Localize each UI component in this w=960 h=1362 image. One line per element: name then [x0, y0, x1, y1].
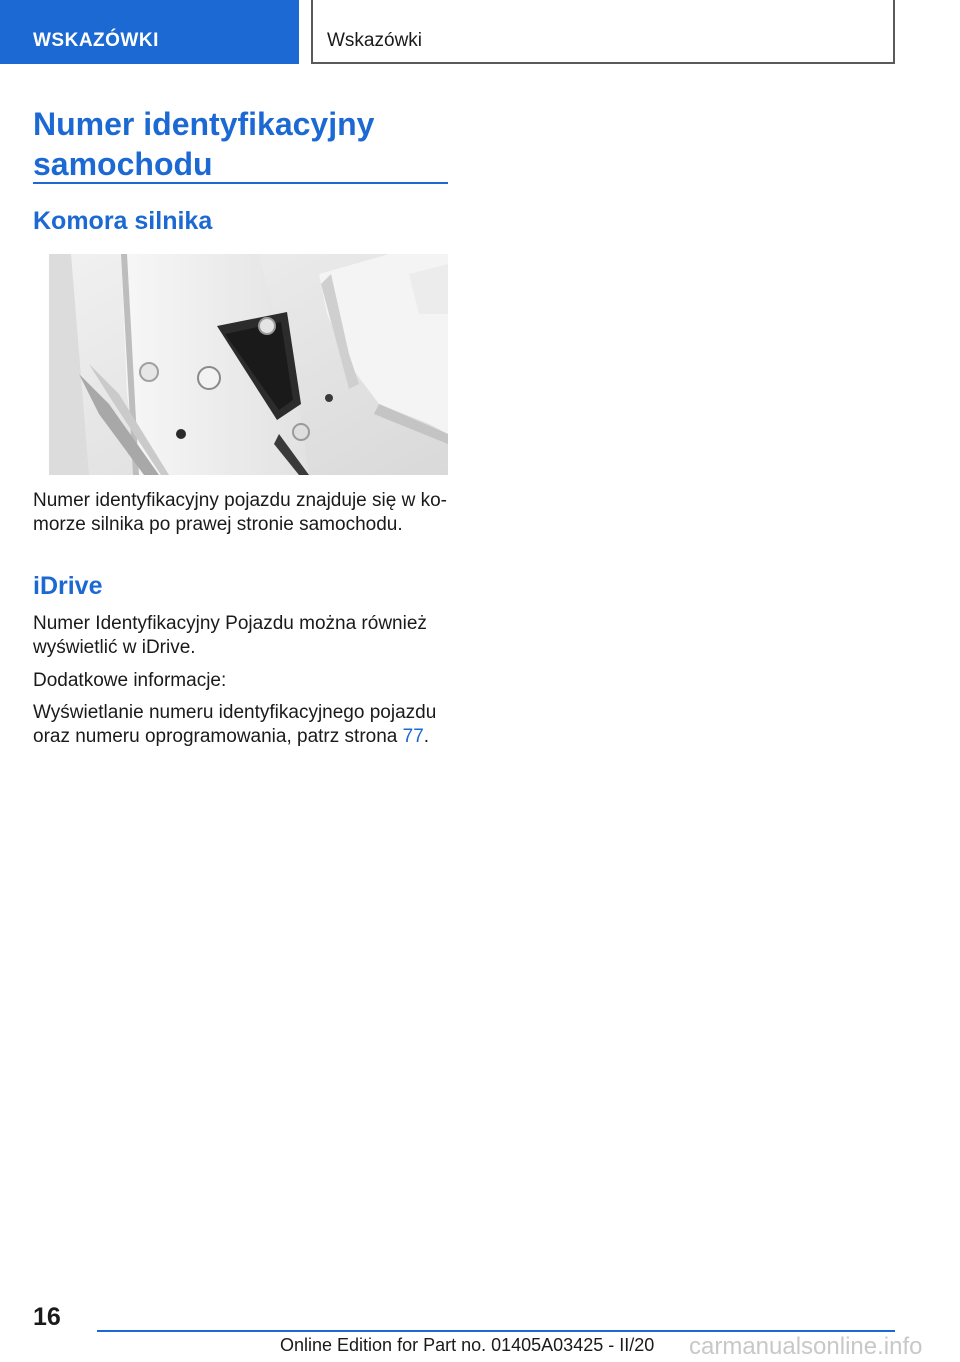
- section-heading-idrive: iDrive: [33, 572, 103, 600]
- page-title: [33, 104, 448, 184]
- section-tab: [0, 0, 299, 64]
- footer-divider: [97, 1330, 895, 1332]
- edition-info: Online Edition for Part no. 01405A03425 - II/20: [280, 1335, 655, 1355]
- page-title-line2: samochodu: [33, 146, 213, 182]
- section-heading-engine-bay: Komora silnika: [33, 207, 213, 235]
- page-number: 16: [33, 1303, 61, 1331]
- page-reference-link[interactable]: 77: [402, 726, 424, 747]
- idrive-description-line2: wyświetlić w iDrive.: [33, 637, 196, 658]
- idrive-description-line1: Numer Identyfikacyjny Pojazdu można również: [33, 613, 427, 634]
- title-divider: [33, 182, 448, 184]
- engine-bay-description: [33, 489, 453, 537]
- engine-compartment-photo: [49, 254, 448, 475]
- vin-display-note: [33, 701, 453, 749]
- section-tab-label: WSKAZÓWKI: [33, 30, 159, 51]
- idrive-description: [33, 612, 453, 660]
- additional-info-label: Dodatkowe informacje:: [33, 670, 227, 691]
- section-header-title: Wskazówki: [327, 30, 423, 51]
- vin-display-note-suffix: .: [423, 726, 430, 747]
- vin-display-note-line2: oraz numeru oprogramowania, patrz strona: [33, 726, 403, 747]
- engine-bay-description-line1: Numer identyfikacyjny pojazdu znajduje się w ko-: [33, 490, 447, 511]
- watermark: carmanualsonline.info: [689, 1333, 923, 1360]
- engine-compartment-illustration: [49, 254, 448, 475]
- engine-bay-description-line2: morze silnika po prawej stronie samochodu.: [33, 514, 403, 535]
- vin-display-note-line1: Wyświetlanie numeru identyfikacyjnego pojazdu: [33, 702, 437, 723]
- page-title-line1: Numer identyfikacyjny: [33, 106, 375, 142]
- section-header: [311, 0, 895, 64]
